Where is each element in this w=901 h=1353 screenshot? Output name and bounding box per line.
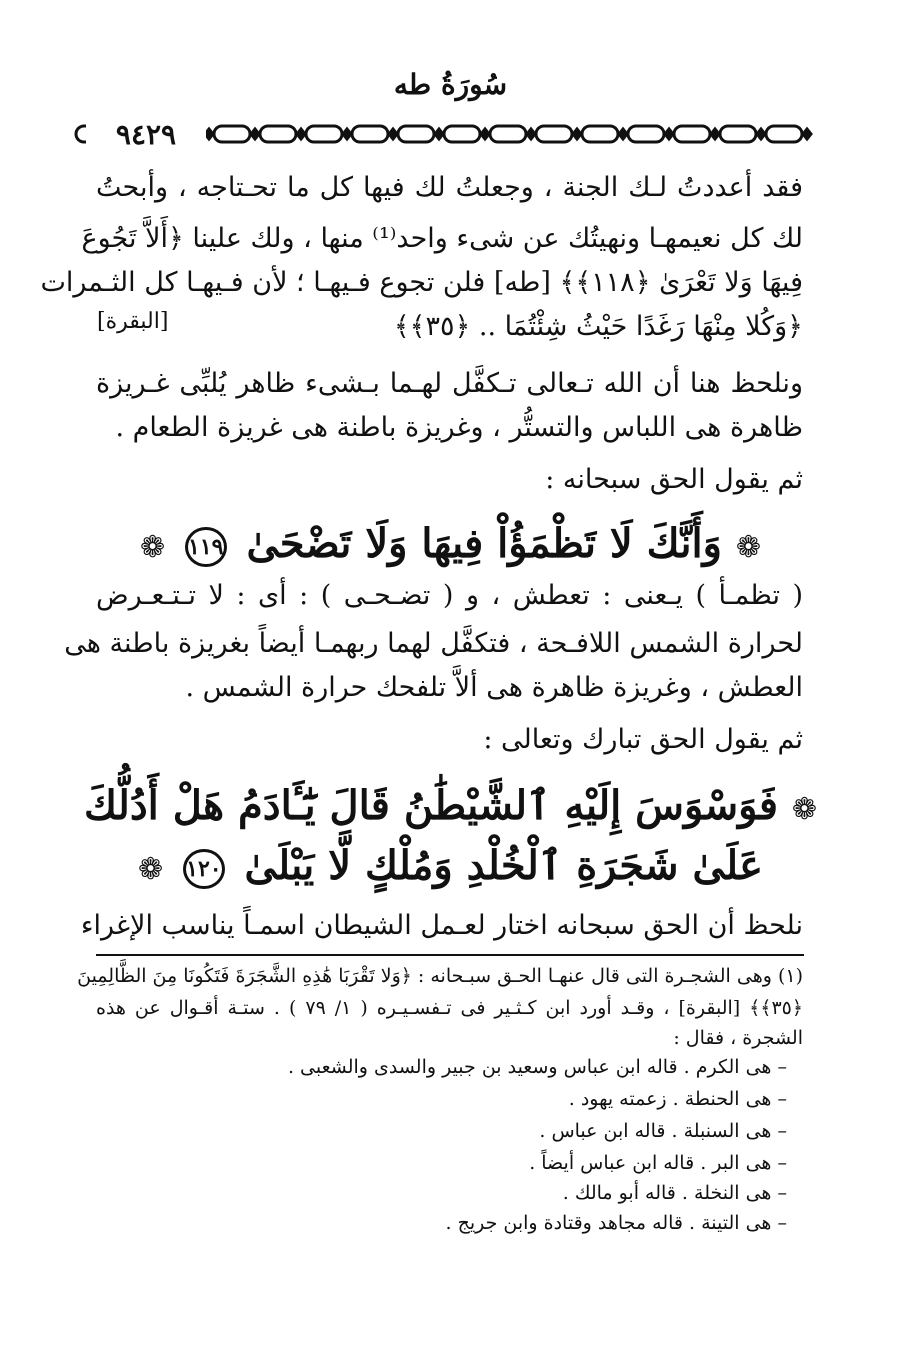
verse-close-ornament: ❁ <box>139 530 166 565</box>
footnote-line: الشجرة ، فقال : <box>673 1027 803 1049</box>
surah-title: سُورَةُ طه <box>393 68 508 101</box>
verse-text: فَوَسْوَسَ إِلَيْهِ ٱلشَّيْطَٰنُ قَالَ يَٰٓـَٔادَمُ هَلْ أَدُلُّكَ <box>83 782 778 829</box>
footnote-list-item: – هى البر . قاله ابن عباس أيضاً . <box>529 1152 787 1174</box>
sura-reference: [البقرة] <box>97 309 169 334</box>
quran-verse-119 <box>0 520 901 567</box>
verse-text: عَلَىٰ شَجَرَةِ ٱلْخُلْدِ وَمُلْكٍ لَّا يَبْلَىٰ <box>244 842 763 889</box>
verse-text: وَأَنَّكَ لَا تَظْمَؤُاْ فِيهَا وَلَا تَضْحَىٰ <box>246 520 722 567</box>
page-number: ٩٤٢٩ <box>86 118 206 151</box>
verse-close-ornament: ❁ <box>138 852 164 887</box>
paragraph-line: ﴿وَكُلا مِنْهَا رَغَدًا حَيْثُ شِئْتُمَا .. ﴿٣٥﴾﴾ <box>393 311 803 342</box>
paragraph-line: لك كل نعيمهـا ونهيتُك عن شىء واحد⁽¹⁾ منها ، ولك علينا ﴿أَلاَّ تَجُوعَ <box>81 223 803 254</box>
verse-open-ornament: ❁ <box>791 792 818 827</box>
footnote-list-item: – هى السنبلة . قاله ابن عباس . <box>539 1120 787 1142</box>
footnote-separator <box>96 954 804 956</box>
quran-verse-120-line1 <box>0 782 901 829</box>
footnote-list-item: – هى النخلة . قاله أبو مالك . <box>563 1182 787 1204</box>
footnote-line: (١) وهى الشجـرة التى قال عنهـا الحـق سبـحانه : ﴿وَلا تَقْرَبَا هَٰذِهِ الشَّجَرَةَ فَتَكُونَا مِنَ الظَّالِمِينَ <box>77 965 803 987</box>
paragraph-line: فِيهَا وَلا تَعْرَىٰ ﴿١١٨﴾﴾ [طه] فلن تجوع فـيهـا ؛ لأن فـيهـا كل الثـمرات <box>40 267 803 298</box>
footnote-list-item: – هى التينة . قاله مجاهد وقتادة وابن جريج . <box>445 1212 787 1234</box>
paragraph-line: ( تظمـأ ) يـعنى : تعطش ، و ( تضـحـى ) : أى : لا تـتـعـرض <box>96 580 803 611</box>
verse-open-ornament: ❁ <box>735 530 762 565</box>
footnote-list-item: – هى الكرم . قاله ابن عباس وسعيد بن جبير والسدى والشعبى . <box>288 1056 787 1078</box>
paragraph-line: ظاهرة هى اللباس والتستُّر ، وغريزة باطنة هى غريزة الطعام . <box>115 412 803 443</box>
verse-intro: ثم يقول الحق تبارك وتعالى : <box>483 724 803 755</box>
ayah-number: ١٢٠ <box>183 849 224 889</box>
paragraph-line: لحرارة الشمس اللافـحة ، فتكفَّل لهما ربهمـا أيضاً بغريزة باطنة هى <box>64 628 803 659</box>
paragraph-line: نلحظ أن الحق سبحانه اختار لعـمل الشيطان اسمـاً يناسب الإغراء <box>80 910 803 941</box>
paragraph-line: العطش ، وغريزة ظاهرة هى ألاَّ تلفحك حرارة الشمس . <box>185 672 803 703</box>
paragraph-line: فقد أعددتُ لـك الجنة ، وجعلتُ لك فيها كل ما تحـتاجه ، وأبحتُ <box>96 172 803 203</box>
ayah-number: ١١٩ <box>185 527 226 567</box>
quran-verse-120-line2 <box>0 842 901 889</box>
footnote-list-item: – هى الحنطة . زعمته يهود . <box>569 1088 787 1110</box>
footnote-line: ﴿٣٥﴾﴾ [البقرة] ، وقـد أورد ابن كـثـير فى تـفسـيـره ( ١/ ٧٩ ) . ستـة أقـوال عن هذه <box>96 997 803 1019</box>
paragraph-line: ونلحظ هنا أن الله تـعالى تـكفَّل لهـما بـشىء ظاهر يُلبِّى غـريزة <box>96 368 803 399</box>
verse-intro: ثم يقول الحق سبحانه : <box>545 464 803 495</box>
